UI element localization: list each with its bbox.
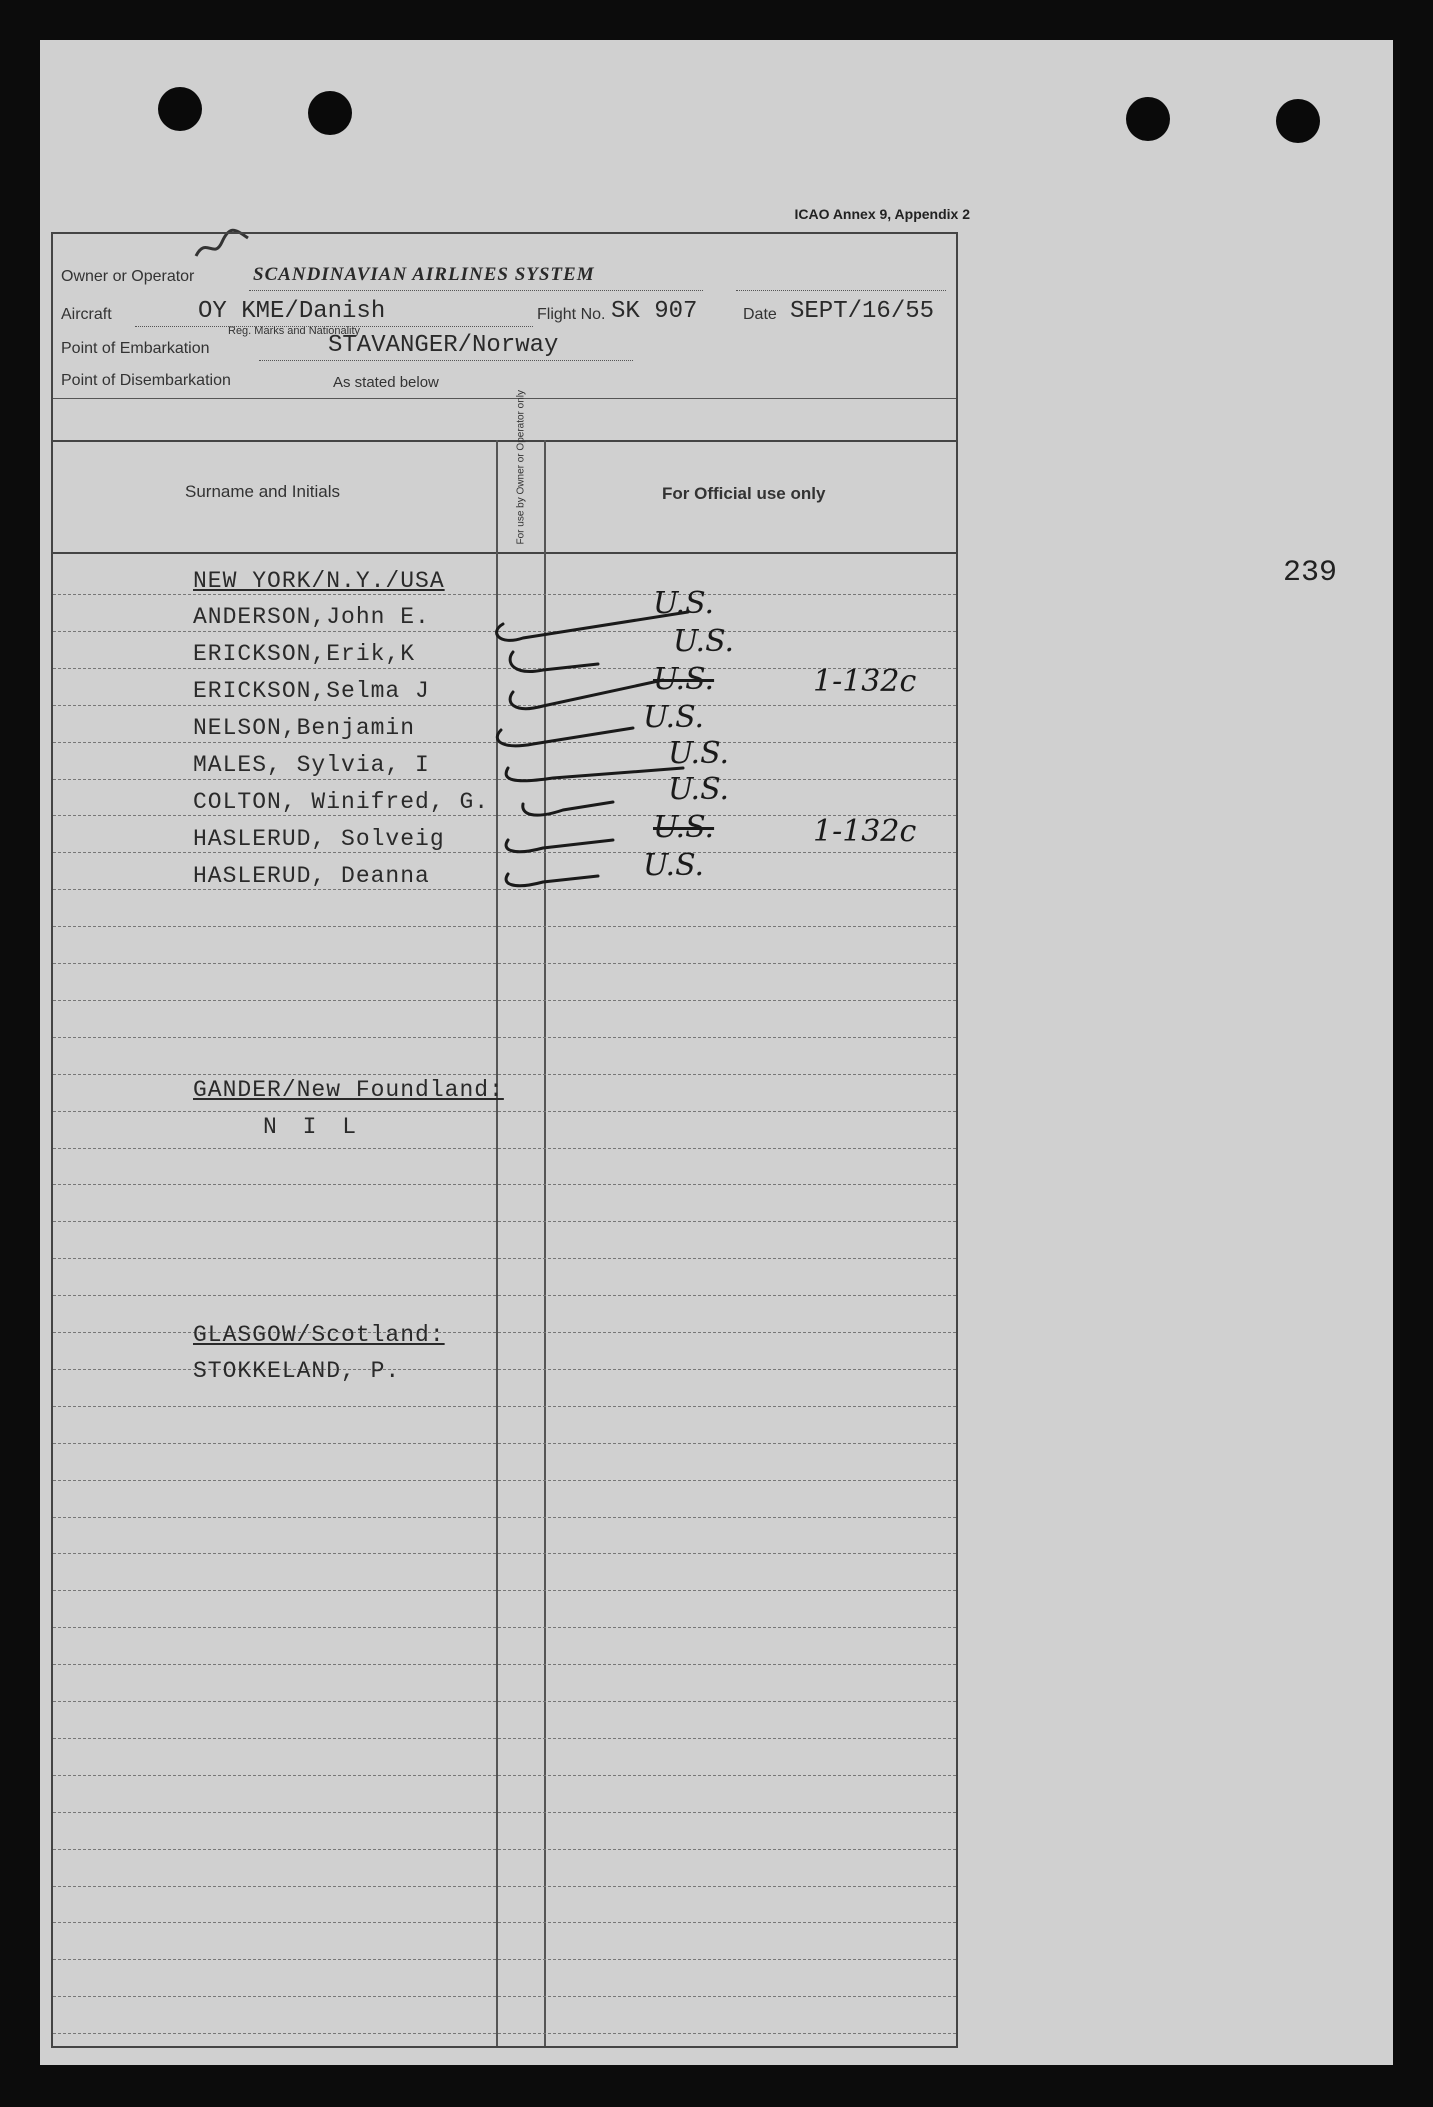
- ruled-line: [53, 1886, 956, 1887]
- ruled-line: [53, 1332, 956, 1333]
- passenger-name: MALES, Sylvia, I: [193, 752, 430, 778]
- ruled-line: [53, 1074, 956, 1075]
- section-destination: GLASGOW/Scotland:: [193, 1322, 445, 1348]
- ruled-line: [53, 1738, 956, 1739]
- passenger-name: STOKKELAND, P.: [193, 1358, 401, 1384]
- owner-label: Owner or Operator: [61, 268, 195, 285]
- ruled-line: [53, 1664, 956, 1665]
- punch-hole: [1276, 99, 1320, 143]
- passenger-name: HASLERUD, Deanna: [193, 863, 430, 889]
- passenger-name: ANDERSON,John E.: [193, 604, 430, 630]
- official-entry: U.S.: [668, 772, 730, 807]
- passenger-name: N I L: [263, 1114, 363, 1140]
- handwritten-note: 1-132c: [813, 664, 917, 699]
- col-surname: Surname and Initials: [185, 482, 340, 501]
- owner-value: SCANDINAVIAN AIRLINES SYSTEM: [253, 264, 595, 285]
- col-official: For Official use only: [662, 484, 826, 503]
- ruled-line: [53, 1000, 956, 1001]
- ruled-line: [53, 1996, 956, 1997]
- aircraft-value: OY KME/Danish: [198, 298, 386, 325]
- embarkation-value: STAVANGER/Norway: [328, 332, 559, 359]
- official-entry: U.S.: [668, 736, 730, 771]
- ruled-line: [53, 1590, 956, 1591]
- ruled-line: [53, 1553, 956, 1554]
- ruled-line: [53, 1922, 956, 1923]
- ruled-line: [53, 926, 956, 927]
- page-number: 239: [1283, 556, 1338, 590]
- passenger-name: COLTON, Winifred, G.: [193, 789, 490, 815]
- official-entry: U.S.: [653, 586, 715, 621]
- ruled-line: [53, 1443, 956, 1444]
- manifest-sheet: [40, 40, 1393, 2065]
- ruled-line: [53, 1148, 956, 1149]
- handwritten-note: 1-132c: [813, 814, 917, 849]
- ruled-line: [53, 1258, 956, 1259]
- disembarkation-value: As stated below: [333, 374, 439, 391]
- check-marks: [483, 584, 703, 904]
- flight-value: SK 907: [611, 298, 698, 325]
- ruled-line: [53, 1627, 956, 1628]
- ruled-line: [53, 1037, 956, 1038]
- ruled-line: [53, 1812, 956, 1813]
- ruled-line: [53, 2033, 956, 2034]
- official-entry: U.S.: [653, 810, 715, 845]
- passenger-name: HASLERUD, Solveig: [193, 826, 445, 852]
- official-entry: U.S.: [643, 848, 705, 883]
- punch-hole: [158, 87, 202, 131]
- passenger-name: NELSON,Benjamin: [193, 715, 416, 741]
- reg-marks-note: Reg. Marks and Nationality: [228, 325, 361, 337]
- ruled-line: [53, 963, 956, 964]
- ruled-line: [53, 1849, 956, 1850]
- section-destination: NEW YORK/N.Y./USA: [193, 568, 445, 594]
- ruled-line: [53, 1701, 956, 1702]
- passenger-name: ERICKSON,Erik,K: [193, 641, 416, 667]
- aircraft-label: Aircraft: [61, 306, 112, 323]
- official-entry: U.S.: [673, 624, 735, 659]
- manifest-form: [51, 232, 958, 2048]
- ruled-line: [53, 1480, 956, 1481]
- disembarkation-label: Point of Disembarkation: [61, 372, 231, 389]
- annex-reference: ICAO Annex 9, Appendix 2: [794, 206, 970, 222]
- ruled-line: [53, 1959, 956, 1960]
- ruled-line: [53, 1517, 956, 1518]
- ruled-line: [53, 1295, 956, 1296]
- ruled-line: [53, 1775, 956, 1776]
- section-destination: GANDER/New Foundland:: [193, 1077, 504, 1103]
- punch-hole: [1126, 97, 1170, 141]
- ruled-line: [53, 1406, 956, 1407]
- ruled-line: [53, 1184, 956, 1185]
- embarkation-label: Point of Embarkation: [61, 340, 210, 357]
- date-label: Date: [743, 306, 777, 323]
- col-owner-use: For use by Owner or Operator only: [515, 389, 527, 544]
- ruled-line: [53, 1221, 956, 1222]
- ruled-line: [53, 1369, 956, 1370]
- official-entry: U.S.: [653, 662, 715, 697]
- date-value: SEPT/16/55: [790, 298, 935, 325]
- flight-label: Flight No.: [537, 306, 606, 323]
- punch-hole: [308, 91, 352, 135]
- passenger-name: ERICKSON,Selma J: [193, 678, 430, 704]
- ruled-line: [53, 1111, 956, 1112]
- official-entry: U.S.: [643, 700, 705, 735]
